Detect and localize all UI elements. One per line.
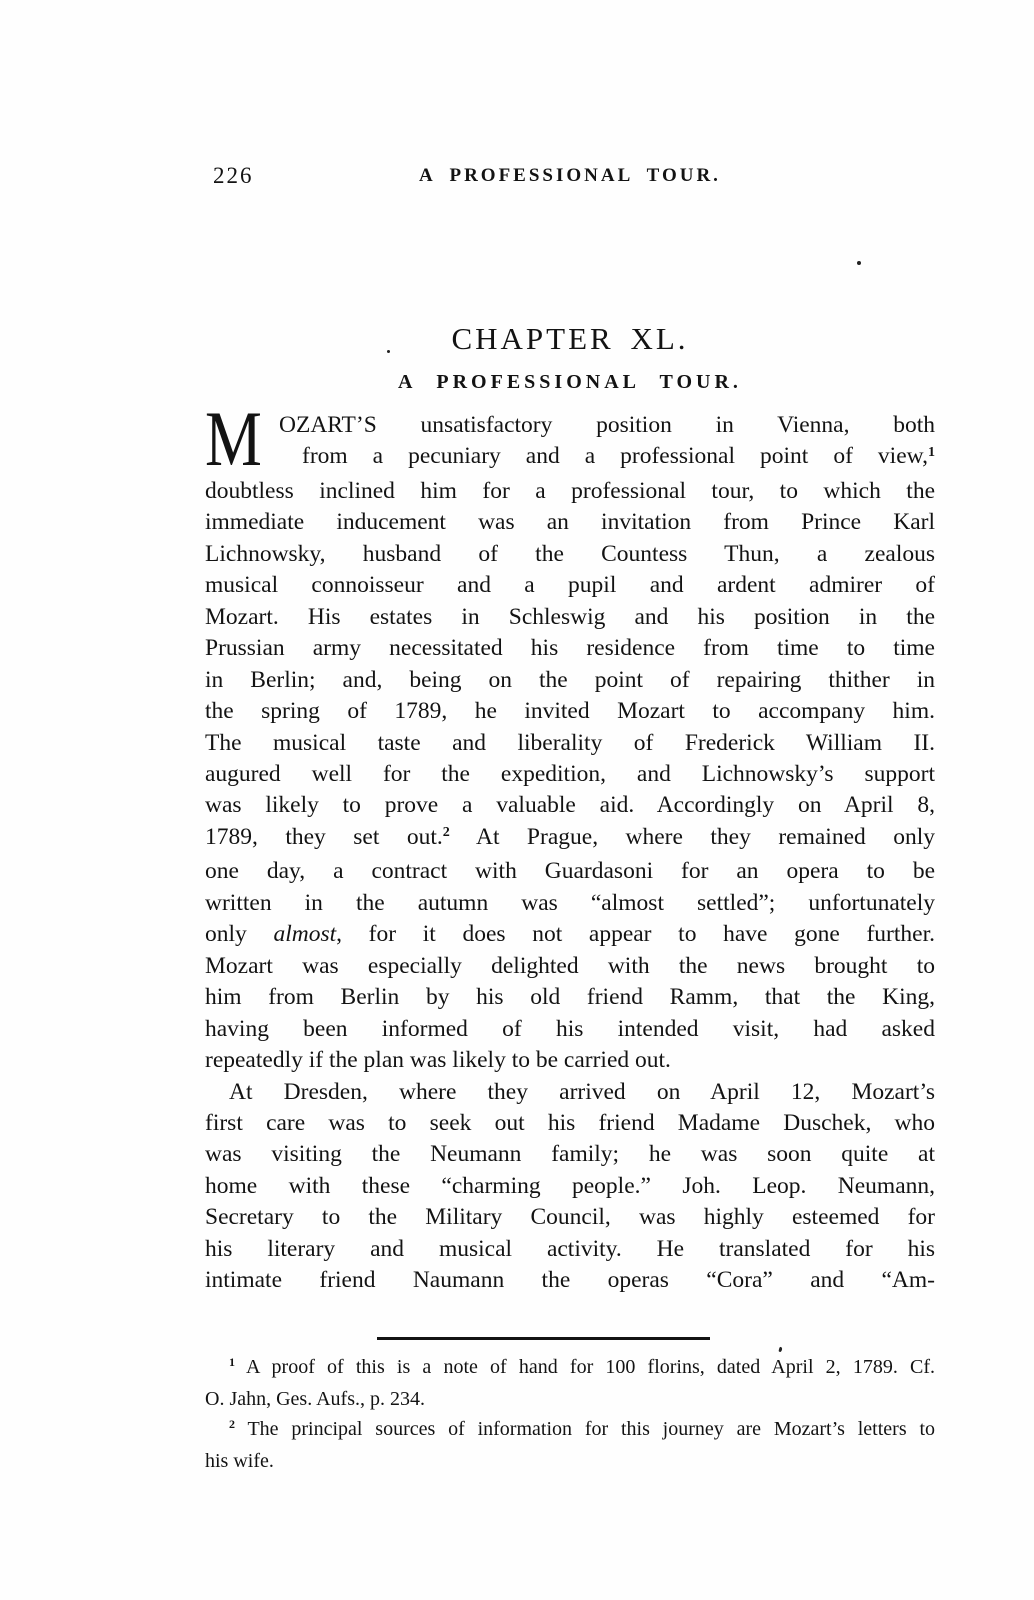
text-segment: augured well for the expedition, and Lichnowsky’s support [205,760,935,787]
footnote-marker: 2 [229,1417,235,1432]
text-line [205,1352,935,1384]
text-segment: his wife. [205,1450,274,1472]
text-segment: A proof of this is a note of hand for 100 florins, dated April 2, 1789. Cf. [235,1356,935,1378]
text-segment: Prussian army necessitated his residence from time to time [205,635,935,662]
body-lines [205,410,935,1297]
text-line [205,728,935,759]
text-line [205,790,935,821]
text-segment: home with these “charming people.” Joh. Leop. Neumann, [205,1172,935,1199]
text-line [205,1265,935,1296]
text-line [205,539,935,570]
text-segment: Secretary to the Military Council, was highly esteemed for [205,1204,935,1231]
chapter-subtitle: A PROFESSIONAL TOUR. [398,371,742,393]
text-line [205,1171,935,1202]
drop-cap: M [205,395,262,482]
text-segment: having been informed of his intended visit, had asked [205,1015,935,1042]
page-number: 226 [213,163,254,188]
text-segment: immediate inducement was an invitation from Prince Karl [205,509,935,536]
running-title: A PROFESSIONAL TOUR. [419,165,721,186]
text-line [205,1045,935,1076]
text-segment: one day, a contract with Guardasoni for an opera to be [205,858,935,885]
text-segment: intimate friend Naumann the operas “Cora” and “Am- [205,1267,935,1294]
text-segment: 1789, they set out. [205,823,443,850]
text-segment: him from Berlin by his old friend Ramm, that the King, [205,984,935,1011]
text-segment: written in the autumn was “almost settled”; unfortunately [205,889,935,916]
text-segment: O. Jahn, Ges. Aufs., p. 234. [205,1388,425,1410]
text-line [205,888,935,919]
text-line [205,602,935,633]
text-line [205,822,935,856]
body-text [205,395,936,1297]
text-line [205,665,935,696]
footnote-marker: 2 [442,824,450,841]
text-line [205,633,935,664]
text-line [205,1446,935,1476]
text-line [205,1014,935,1045]
text-segment: first care was to seek out his friend Madame Duschek, who [205,1109,935,1136]
text-line [205,476,935,507]
text-line [205,696,935,727]
footnote-rule [377,1337,710,1340]
text-segment: almost [273,921,337,948]
text-segment: the spring of 1789, he invited Mozart to accompany him. [205,698,935,725]
text-segment: At Dresden, where they arrived on April 12, Mozart’s [229,1078,935,1105]
text-segment: Lichnowsky, husband of the Countess Thun, a zealous [205,540,935,567]
text-segment: only [205,921,274,948]
footnotes [205,1352,935,1476]
text-line [205,410,935,441]
text-segment: from a pecuniary and a professional point of view, [302,443,928,470]
text-segment: The principal sources of information for this journey are Mozart’s letters to [235,1418,935,1440]
text-segment: Mozart. His estates in Schleswig and his position in the [205,603,935,630]
text-line [205,1108,935,1139]
text-segment: OZART’S unsatisfactory position in Vienna, both [279,412,935,438]
text-segment: The musical taste and liberality of Frederick William II. [205,729,935,756]
text-line [205,951,935,982]
text-line [205,1414,935,1446]
footnote-marker: 1 [927,443,935,460]
text-line [205,441,935,475]
text-segment: in Berlin; and, being on the point of repairing thither in [205,666,935,693]
text-line [205,1202,935,1233]
footnote-marker: 1 [229,1355,235,1370]
text-line [205,1234,935,1265]
text-segment: was likely to prove a valuable aid. Accordingly on April 8, [205,792,935,819]
text-line [205,982,935,1013]
text-line [205,919,935,950]
text-segment: At Prague, where they remained only [449,823,936,850]
text-line [205,570,935,601]
footnote-lines [205,1352,935,1476]
text-line [205,1384,935,1414]
text-line [205,507,935,538]
text-line [205,1077,935,1108]
chapter-heading: CHAPTER XL. [451,321,689,356]
text-segment: his literary and musical activity. He translated for his [205,1235,935,1262]
text-segment: musical connoisseur and a pupil and ardent admirer of [205,572,935,599]
text-segment: Mozart was especially delighted with the news brought to [205,952,935,979]
text-line [205,759,935,790]
text-line [205,856,935,887]
text-segment: was visiting the Neumann family; he was soon quite at [205,1141,935,1168]
text-segment: doubtless inclined him for a professional tour, to which the [205,477,935,504]
text-line [205,1139,935,1170]
text-segment: repeatedly if the plan was likely to be carried out. [205,1047,671,1074]
text-segment: , for it does not appear to have gone further. [336,921,935,948]
scan-artifact [857,261,861,265]
